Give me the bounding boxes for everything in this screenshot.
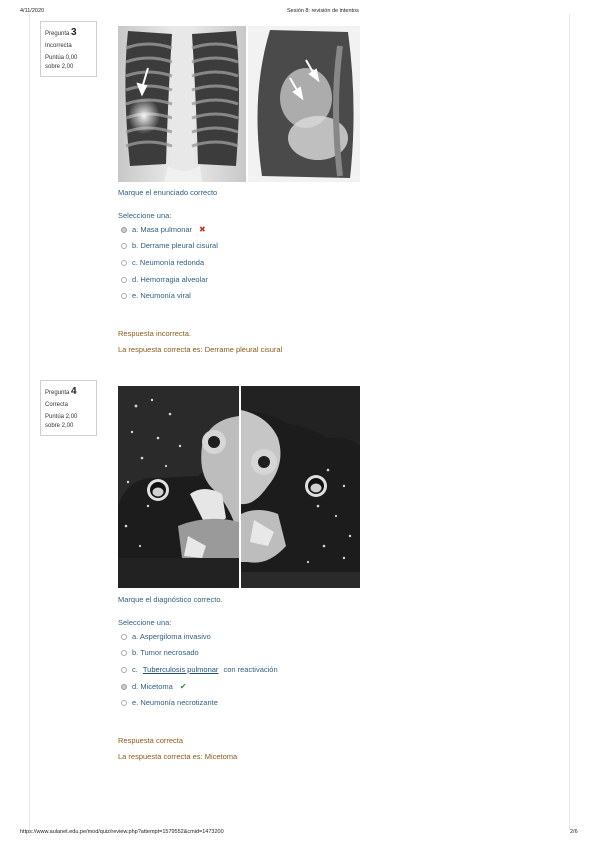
print-date: 4/11/2020 <box>20 8 45 14</box>
answer-option-a[interactable] <box>121 225 206 234</box>
radio-button[interactable] <box>121 634 127 640</box>
answer-option-e[interactable] <box>121 698 218 707</box>
glossary-link[interactable]: Tuberculosis pulmonar <box>142 665 219 674</box>
radio-button[interactable] <box>121 243 127 249</box>
question-state: Correcta <box>45 402 69 408</box>
question-number: 4 <box>71 386 77 397</box>
chest-xray-figure <box>118 26 360 182</box>
chest-ct-image <box>118 386 360 588</box>
answer-prompt: Seleccione una: <box>118 618 172 627</box>
question-3-info <box>40 21 97 77</box>
question-grade: Puntúa 2,00 sobre 2,00 <box>45 414 78 429</box>
question-label: Pregunta <box>45 31 70 37</box>
question-grade: Puntúa 0,00 sobre 2,00 <box>45 55 78 70</box>
answer-option-d[interactable] <box>121 275 208 284</box>
chest-ct-figure <box>118 386 360 588</box>
radio-button[interactable] <box>121 650 127 656</box>
option-label: e. Neumonía viral <box>132 291 191 300</box>
print-page-number: 2/6 <box>570 829 578 835</box>
answer-option-c[interactable] <box>121 258 204 267</box>
option-label: a. Masa pulmonar <box>132 225 193 234</box>
answer-prompt: Seleccione una: <box>118 211 172 220</box>
option-label: b. Derrame pleural cisural <box>132 241 218 250</box>
question-state: Incorrecta <box>45 43 72 49</box>
answer-option-c[interactable] <box>121 665 278 674</box>
content-border-left <box>29 14 30 830</box>
content-border-right <box>569 14 570 830</box>
feedback-state: Respuesta correcta <box>118 736 184 745</box>
incorrect-icon: ✖ <box>199 225 206 234</box>
radio-button[interactable] <box>121 684 127 690</box>
feedback-answer: La respuesta correcta es: Micetoma <box>118 752 238 761</box>
option-label: d. Hemorragia alveolar <box>132 275 208 284</box>
radio-button[interactable] <box>121 260 127 266</box>
question-number: 3 <box>71 27 77 38</box>
radio-button[interactable] <box>121 700 127 706</box>
radio-button[interactable] <box>121 227 127 233</box>
answer-option-b[interactable] <box>121 241 218 250</box>
feedback-state: Respuesta incorrecta. <box>118 329 191 338</box>
answer-option-a[interactable] <box>121 632 211 641</box>
option-label: c. <box>132 665 138 674</box>
question-4-info <box>40 380 97 436</box>
correct-icon: ✔ <box>179 682 187 691</box>
feedback-answer: La respuesta correcta es: Derrame pleural cisural <box>118 345 283 354</box>
chest-xray-image <box>118 26 360 182</box>
answer-option-b[interactable] <box>121 648 199 657</box>
option-label-rest: con reactivación <box>223 665 278 674</box>
radio-button[interactable] <box>121 293 127 299</box>
print-url: https://www.aulanet.edu.pe/mod/quiz/review.php?attempt=1579552&cmid=1473200 <box>20 829 224 835</box>
question-label: Pregunta <box>45 390 70 396</box>
question-text: Marque el diagnóstico correcto. <box>118 595 223 604</box>
radio-button[interactable] <box>121 667 127 673</box>
option-label: d. Micetoma <box>132 682 173 691</box>
question-text: Marque el enunciado correcto <box>118 188 218 197</box>
option-label: b. Tumor necrosado <box>132 648 199 657</box>
option-label: c. Neumonía redonda <box>132 258 205 267</box>
option-label: a. Aspergiloma invasivo <box>132 632 211 641</box>
radio-button[interactable] <box>121 277 127 283</box>
option-label: e. Neumonía necrotizante <box>132 698 218 707</box>
answer-option-d[interactable] <box>121 682 187 691</box>
answer-option-e[interactable] <box>121 291 191 300</box>
print-title: Sesión 8: revisión de intentos <box>287 8 359 14</box>
